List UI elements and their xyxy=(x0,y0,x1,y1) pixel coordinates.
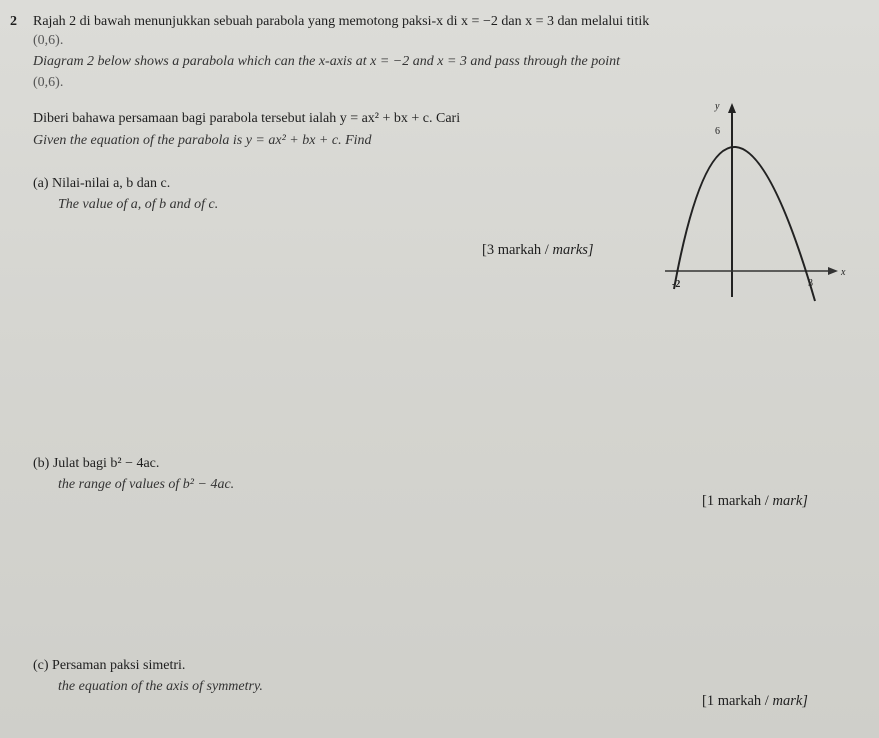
given-malay: Diberi bahawa persamaan bagi parabola tersebut ialah y = ax² + bx + c. Cari xyxy=(33,111,461,126)
question-malay-line2: (0,6). xyxy=(33,33,64,48)
part-c-english: the equation of the axis of symmetry. xyxy=(58,679,263,694)
part-a-english: The value of a, of b and of c. xyxy=(58,197,219,212)
parabola-diagram xyxy=(660,95,860,305)
part-c-malay: (c) Persaman paksi simetri. xyxy=(33,658,186,673)
question-english-line2: (0,6). xyxy=(33,75,64,90)
part-a-malay: (a) Nilai-nilai a, b dan c. xyxy=(33,176,171,191)
parabola-curve xyxy=(674,147,815,301)
left-root-label: -2 xyxy=(672,279,681,290)
x-axis-label: x xyxy=(841,267,846,278)
part-b-malay: (b) Julat bagi b² − 4ac. xyxy=(33,456,160,471)
part-c-marks: [1 markah / mark] xyxy=(702,693,808,709)
y-intercept-label: 6 xyxy=(715,126,720,137)
x-axis-arrow xyxy=(828,267,838,275)
part-b-marks: [1 markah / mark] xyxy=(702,493,808,509)
question-number: 2 xyxy=(10,14,17,29)
right-root-label: 3 xyxy=(808,278,813,289)
question-english-line1: Diagram 2 below shows a parabola which can the x-axis at x = −2 and x = 3 and pass through the point xyxy=(33,54,621,69)
y-axis-arrow xyxy=(728,103,736,113)
part-b-english: the range of values of b² − 4ac. xyxy=(58,477,235,492)
question-malay-line1: Rajah 2 di bawah menunjukkan sebuah parabola yang memotong paksi-x di x = −2 dan x = 3 dan melalui titik xyxy=(33,14,650,29)
y-axis-label: y xyxy=(715,101,720,112)
given-english: Given the equation of the parabola is y = ax² + bx + c. Find xyxy=(33,133,372,148)
part-a-marks: [3 markah / marks] xyxy=(482,242,594,258)
